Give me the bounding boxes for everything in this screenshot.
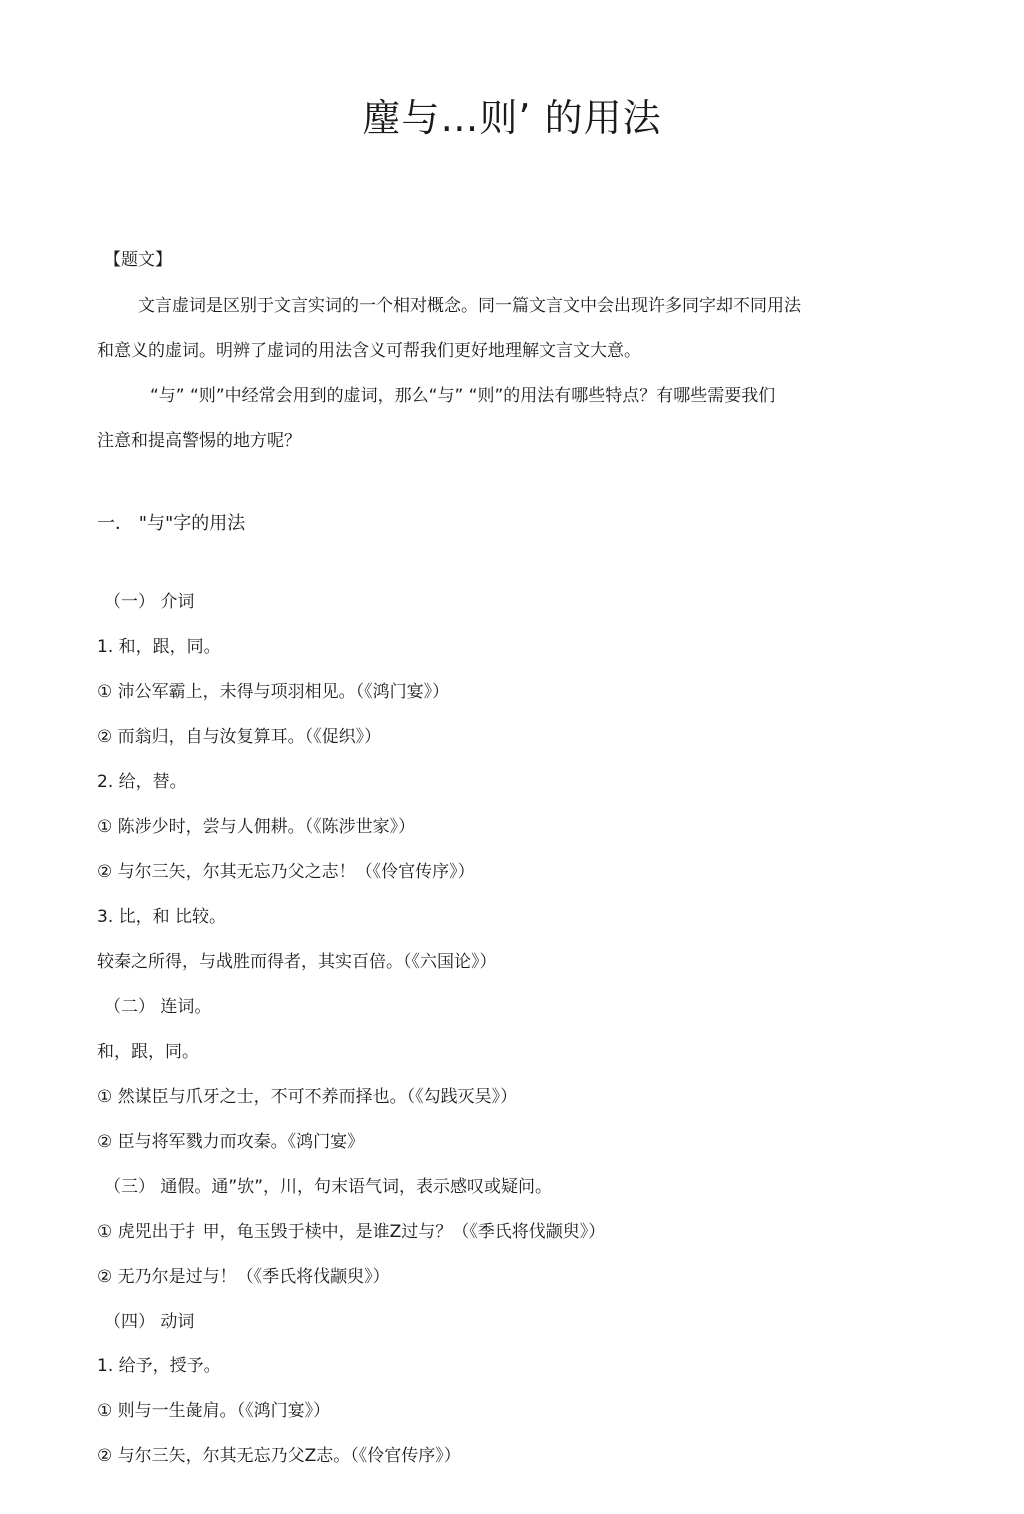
usage-item: 和，跟，同。 — [97, 1042, 199, 1062]
subsection-heading: （三） 通假。通”欤”，川，句末语气词，表示感叹或疑问。 — [104, 1177, 553, 1197]
example-sentence: ① 则与一生彘肩。（《鸿门宴》） — [97, 1401, 331, 1421]
question-tag: 【题文】 — [104, 250, 172, 270]
example-sentence: ① 然谋臣与爪牙之士，不可不养而择也。（《勾践灭吴》） — [97, 1087, 518, 1107]
usage-item: 1. 和，跟，同。 — [97, 637, 221, 657]
example-sentence: ② 臣与将军戮力而攻秦。《鸿门宴》 — [97, 1132, 365, 1152]
example-sentence: ② 无乃尔是过与！（《季氏将伐颛臾》） — [97, 1267, 390, 1287]
subsection-heading: （四） 动词 — [104, 1312, 195, 1332]
intro-paragraph-line: 注意和提高警惕的地方呢？ — [97, 431, 301, 451]
section-heading: 一． "与"字的用法 — [97, 513, 246, 534]
example-sentence: ② 而翁归，自与汝复算耳。（《促织》） — [97, 727, 382, 747]
usage-item: 2. 给，替。 — [97, 772, 187, 792]
document-title: 麈与…则’ 的用法 — [362, 96, 662, 140]
example-sentence: ① 沛公军霸上，未得与项羽相见。（《鸿门宴》） — [97, 682, 450, 702]
subsection-heading: （一） 介词 — [104, 592, 195, 612]
example-sentence: ① 虎兕出于扌甲，龟玉毁于椟中，是谁Z过与？（《季氏将伐颛臾》） — [97, 1222, 606, 1242]
example-sentence: ① 陈涉少时，尝与人佣耕。（《陈涉世家》） — [97, 817, 416, 837]
example-sentence: ② 与尔三矢，尔其无忘乃父之志！（《伶官传序》） — [97, 862, 475, 882]
subsection-heading: （二） 连词。 — [104, 997, 212, 1017]
example-sentence: ② 与尔三矢，尔其无忘乃父Z志。（《伶官传序》） — [97, 1446, 461, 1466]
example-sentence: 较秦之所得，与战胜而得者，其实百倍。（《六国论》） — [97, 952, 497, 972]
intro-paragraph-line: “与” “则”中经常会用到的虚词，那么“与” “则”的用法有哪些特点？有哪些需要我们 — [150, 386, 776, 406]
intro-paragraph-line: 文言虚词是区别于文言实词的一个相对概念。同一篇文言文中会出现许多同字却不同用法 — [138, 296, 801, 316]
usage-item: 1. 给予，授予。 — [97, 1356, 221, 1376]
usage-item: 3. 比，和 比较。 — [97, 907, 227, 927]
intro-paragraph-line: 和意义的虚词。明辨了虚词的用法含义可帮我们更好地理解文言文大意。 — [97, 341, 641, 361]
